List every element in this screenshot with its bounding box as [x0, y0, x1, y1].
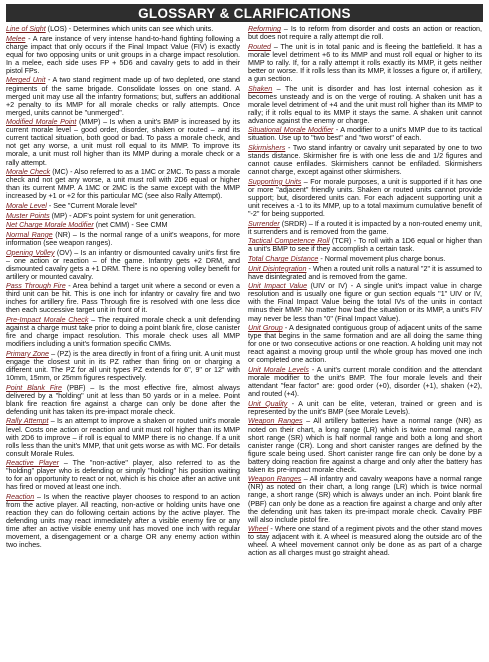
glossary-entry	[6, 118, 240, 166]
glossary-entry	[6, 212, 240, 220]
glossary-term: Reaction	[6, 493, 35, 502]
glossary-definition: – The "non-active" player, also referred to as the "holding" player who is defending or simply "holding" his position waiting to for an opportunity to react or not, which is his choice after an active unit has fired or moved at least one inch.	[6, 459, 240, 492]
glossary-term: Situational Morale Modifier	[248, 126, 334, 135]
glossary-definition: - Two stand infantry or cavalry unit separated by one to two stands distance. Skirmisher fire is with one less die and 1/2 figures and cannot cause enfilades. Skirmishers cannot be enfiladed. Skirmishers cannot charge, except against other skirmishers.	[248, 144, 482, 177]
glossary-entry	[248, 400, 482, 416]
glossary-term: Wheel	[248, 525, 269, 534]
glossary-entry	[248, 366, 482, 398]
glossary-entry	[248, 237, 482, 253]
glossary-definition: – All infantry and cavalry weapons have a normal range (NR) as noted on their chart, a long range (LR) which is twice normal range, a short range (SR) which is always under an inch. Point blank fire (PBF) can only be done as a reaction fire against a charge and only after the defending unit has taken its pre-impact morale check. Cavalry PBF will also include pistol fire.	[248, 475, 482, 524]
glossary-definition: – All artillery batteries have a normal range (NR) as noted on their chart, a long range (LR) which is twice normal range, a short range (SR) which is half normal range and both a long and short canister range (CR). Long and short canister ranges are defined by the figure scale being used. Short canister range fire can only be done by a battery doing reaction fire against a charge and only after the battery has taken its pre-impact morale check.	[248, 417, 482, 474]
glossary-entry	[6, 493, 240, 549]
glossary-entry	[6, 76, 240, 116]
glossary-entry	[248, 255, 482, 263]
glossary-term: Unit Disintegration	[248, 264, 307, 273]
glossary-definition: (SRDR) – If a routed it is impacted by a non-routed enemy unit, it surrenders and is removed from the game.	[248, 219, 482, 236]
glossary-definition: – Is when the reactive player chooses to respond to an action from the active player. All reacting, non-active or holding units have one reaction they can do following certain actions by the active player. The defending units may react immediately after a visible enemy fire or any time after an active visible enemy unit has moved one inch with regular movement, a disengagement or a charge OR any enemy action within two inches.	[6, 493, 240, 550]
glossary-definition: (TCR) - To roll with a 1D6 equal or higher than a unit's BMP to see if they accomplish a certain task.	[248, 237, 482, 254]
glossary-definition: (PBF) – Is the most effective fire, almost always delivered by a "holding" unit at less than 50 yards or in a melee. Point blank fire reaction fire against a charge can only be done after the defending unit has taken its pre-impact morale check.	[6, 383, 240, 416]
glossary-term: Net Charge Morale Modifier	[6, 221, 94, 230]
glossary-definition: – The unit is disorder and has lost internal cohesion as it becomes unsteady and is on the verge of routing. A shaken unit has a morale level detriment of +4 and the unit must roll higher than its MMP to rally; if it rolls equal to its MMP it stays the same. A shaken unit cannot advance against the enemy or charge.	[248, 84, 482, 125]
glossary-definition: – (PZ) is the area directly in front of a firing unit. A unit must engage the closest unit in its PZ rather than firing on or charging a different unit. The PZ for all unit types PZ extends for 6", 9" or 12" with 10mm, 15mm, or 25mm figures respectively.	[6, 349, 240, 383]
glossary-definition: (MMP) – Is when a unit's BMP is increased by its current morale level – good order, disorder, shaken or routed – and its current tactical situation, both good or bad. To pass a morale check, and not get any worse, a unit must roll equal to its MMP. To improve its morale, a unit must roll higher than its MMP during a morale check or a rally attempt.	[6, 118, 240, 167]
glossary-entry	[6, 202, 240, 210]
glossary-definition: - A designated contiguous group of adjacent units of the same type that begins in the same formation and are all doing the same thing for one or two consecutive actions or one reaction. A holding unit may not react against a moving group until the whole group has moved one inch or completed one action.	[248, 324, 483, 365]
glossary-entry	[6, 35, 240, 75]
glossary-term: Line of Sight	[6, 25, 46, 33]
glossary-entry	[248, 265, 482, 281]
glossary-term: Tactical Competence Roll	[248, 237, 330, 246]
glossary-term: Reactive Player	[6, 459, 59, 468]
glossary-term: Weapon Ranges	[248, 417, 303, 426]
glossary-entry	[6, 384, 240, 416]
glossary-term: Primary Zone	[6, 349, 49, 358]
page-title: GLOSSARY & CLARIFICATIONS	[6, 4, 483, 22]
glossary-definition: – The unit is in total panic and is fleeing the battlefield. It has a morale level detriment +6 to its MMP and must roll equal or higher to its MMP to rally. If, for a rally attempt it rolls exactly its MMP, it gets neither better or worse. If it rolls less than its MMP, it losses a figure or, if artillery, a gun section.	[248, 42, 482, 83]
right-column	[248, 25, 482, 559]
glossary-definition: (LOS) - Determines which units can see which units.	[45, 25, 214, 33]
glossary-term: Unit Quality	[248, 399, 288, 408]
glossary-entry	[248, 85, 482, 125]
glossary-entry	[248, 417, 482, 473]
glossary-entry	[6, 249, 240, 281]
glossary-definition: – Is to reform from disorder and costs an action or reaction, but does not require a rally attempt die roll.	[248, 25, 482, 42]
glossary-term: Pre-Impact Morale Check	[6, 316, 89, 325]
glossary-definition: - A rare instance of very intense hand-to-hand fighting following a charge impact that only occurs if the Final Impact Value (FIV) is exactly equal for two opposing units or unit groups in a charge impact resolution. In a melee, each side uses FP + 5D6 and cavalry gets to add in their pistol FPs.	[6, 34, 240, 75]
glossary-entry	[248, 282, 482, 322]
glossary-term: Modified Morale Point	[6, 118, 77, 127]
glossary-definition: - Where one stand of a regiment pivots and the other stand moves to stay adjacent with it. A wheel is measured along the outside arc of the wheel. A wheel movement cannot only be done as as part of a charge action as all charges must go straight ahead.	[248, 525, 482, 558]
glossary-definition: - A modifier to a unit's MMP due to its tactical situation. Use up to "two best" and "two worst" of each.	[248, 126, 482, 143]
glossary-definition: - When a routed unit rolls a natural "2" it is assumed to have disintegrated and is removed from the game.	[248, 264, 482, 281]
glossary-definition: (net CMM) - See CMM	[93, 221, 168, 230]
glossary-definition: (MC) - Also referred to as a 1MC or 2MC. To pass a morale check and not get any worse, a unit must roll with 2D6 equal or higher than its current MMP. A 1MC or 2MC is the same except with the MMP increased by +1 or +2 for this particular MC (see also Rally Attempt).	[6, 168, 240, 201]
glossary-term: Unit Impact Value	[248, 282, 308, 291]
glossary-entry	[6, 282, 240, 314]
glossary-definition: – Is an attempt to improve a shaken or routed unit's morale level. Costs one action or reaction and unit must roll higher than its MMP with 2D6 to improve – if roll is equal to MMP there is no change. If a unit rolls less than the unit's MMP, that unit gets worse as with MC. For details consult Morale Rules.	[6, 417, 240, 458]
glossary-term: Weapon Ranges	[248, 475, 302, 484]
glossary-definition: - Normal movement plus charge bonus.	[318, 255, 446, 264]
glossary-definition: - See "Current Morale level"	[46, 201, 138, 210]
glossary-term: Normal Range	[6, 230, 53, 239]
glossary-term: Shaken	[248, 84, 273, 93]
glossary-term: Morale Level	[6, 201, 47, 210]
glossary-definition: (UIV or IV) - A single unit's impact value in charge resolution and is usually one figure or gun section equals "1" UIV or IV, with the Final Impact Value being the total IVs of the units in contact minus their MMP. No matter how bad the situation or its MMP, a unit's FIV may never be less than "0" (Final Impact Value).	[248, 282, 482, 323]
glossary-entry	[6, 459, 240, 491]
left-column	[6, 25, 240, 559]
glossary-definition: (NR) – Is the normal range of a unit's weapons, for more information (see weapon ranges).	[6, 230, 240, 247]
glossary-entry	[248, 220, 482, 236]
glossary-definition: (MP) - ADF's point system for unit generation.	[49, 211, 196, 220]
glossary-term: Muster Points	[6, 211, 50, 220]
glossary-term: Routed	[248, 42, 272, 51]
glossary-entry	[6, 350, 240, 382]
glossary-entry	[6, 417, 240, 457]
glossary-term: Surrender	[248, 219, 280, 228]
glossary-term: Merged Unit	[6, 76, 46, 85]
glossary-entry	[6, 168, 240, 200]
glossary-definition: – The required morale check a unit defending against a charge must take prior to doing a point blank fire, close canister fire and charge impact resolution. This morale check uses all MMP modifiers including a unit's formation specific CMMs.	[6, 316, 240, 349]
glossary-entry	[6, 221, 240, 229]
glossary-definition: (OV) – Is an infantry or dismounted cavalry unit's first fire – one action or reaction – of the game. Infantry gets +2 DRM, and dismounted cavalry gets a +1 DRM. There is no opening volley benefit for artillery or mounted cavalry.	[6, 248, 240, 281]
glossary-term: Total Charge Distance	[248, 255, 319, 264]
glossary-entry	[248, 43, 482, 83]
glossary-entry	[6, 25, 240, 33]
glossary-term: Rally Attempt	[6, 417, 49, 426]
glossary-entry	[248, 126, 482, 142]
glossary-entry	[248, 525, 482, 557]
glossary-entry	[248, 178, 482, 218]
glossary-definition: - A unit's current morale condition and the attendant morale modifier to the unit's BMP. The four morale levels and their attendant "fear factor" are: good order (+0), disorder (+1), shaken (+2), and routed (+4).	[248, 366, 482, 399]
glossary-term: Point Blank Fire	[6, 383, 63, 392]
glossary-entry	[248, 144, 482, 176]
glossary-term: Opening Volley	[6, 248, 55, 257]
glossary-term: Pass Through Fire	[6, 282, 66, 291]
glossary-entry	[6, 231, 240, 247]
glossary-entry	[248, 25, 482, 41]
glossary-term: Melee	[6, 34, 26, 43]
glossary-term: Morale Check	[6, 168, 51, 177]
glossary-definition: – For morale purposes, a unit is supported if it has one or more "adjacent" friendly units. Shaken or routed units cannot provide support; but, disordered units can. For each adjacent supporting unit a unit receives a -1 to its MMP, up to a total maximum cumulative benefit of "-2" for being supported.	[248, 177, 482, 218]
glossary-definition: - A unit can be elite, veteran, trained or green and is represented by the unit's BMP (see Morale Levels).	[248, 399, 483, 416]
glossary-columns	[6, 25, 483, 559]
glossary-term: Unit Morale Levels	[248, 366, 309, 374]
glossary-entry	[248, 324, 482, 364]
glossary-term: Unit Group	[248, 324, 283, 333]
glossary-term: Supporting Units	[248, 177, 302, 186]
glossary-entry	[6, 316, 240, 348]
glossary-definition: - Area behind a target unit where a second or even a third unit can be hit. This is one inch for infantry or cavalry fire and two inches for artillery fire. Pass Through fire is resolved with one less dice then each successive target unit in front of it.	[6, 282, 240, 315]
glossary-term: Reforming	[248, 25, 281, 33]
glossary-entry	[248, 475, 482, 523]
glossary-definition: - A two stand regiment made up of two depleted, one stand regiments of the same brigade. Consolidate losses on one stand. A merged unit may use all the infantry formations; but, suffers an additional +2 penalty to its MMP for all morale checks or rally attempts. Once merged, units cannot be "unmerged".	[6, 76, 240, 117]
glossary-term: Skirmishers	[248, 144, 286, 153]
